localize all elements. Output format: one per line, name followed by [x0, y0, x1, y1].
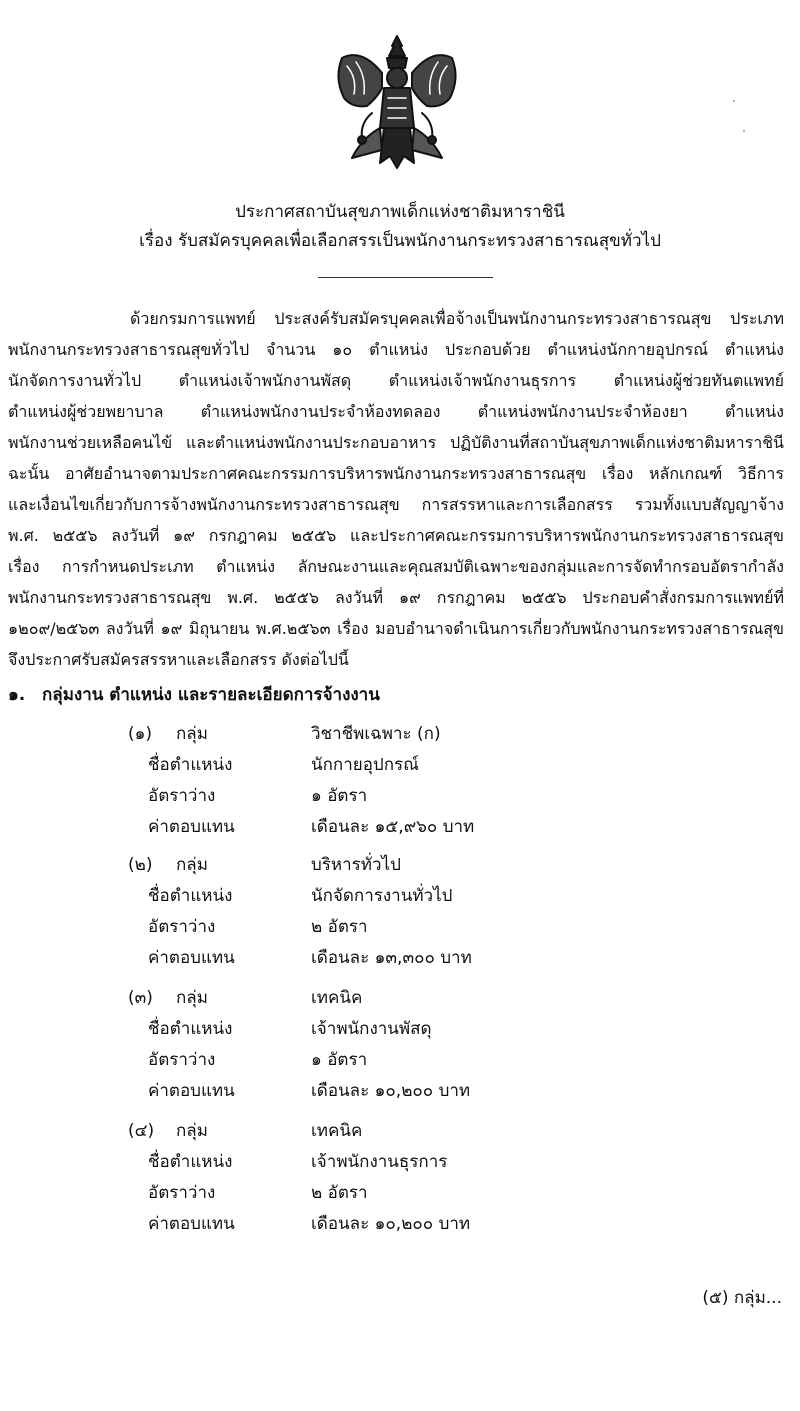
- vacancy-label: อัตราว่าง: [148, 1050, 216, 1070]
- header-divider: [318, 277, 493, 278]
- salary-label: ค่าตอบแทน: [148, 1081, 235, 1101]
- item-2-vacancy-row: [0, 913, 800, 941]
- group-value: บริหารทั่วไป: [311, 855, 401, 875]
- vacancy-value: ๑ อัตรา: [311, 786, 368, 806]
- item-1-salary-row: [0, 813, 800, 841]
- group-value: เทคนิค: [311, 1121, 363, 1141]
- item-4-vacancy-row: [0, 1179, 800, 1207]
- item-4-group-row: [0, 1117, 800, 1145]
- section-title: กลุ่มงาน ตำแหน่ง และรายละเอียดการจ้างงาน: [42, 685, 380, 705]
- item-3-group-row: [0, 984, 800, 1012]
- position-label: ชื่อตำแหน่ง: [148, 1019, 233, 1039]
- item-number: (๔): [128, 1121, 155, 1141]
- salary-value: เดือนละ ๑๐,๒๐๐ บาท: [311, 1214, 471, 1234]
- group-value: วิชาชีพเฉพาะ (ก): [311, 724, 441, 744]
- item-4-salary-row: [0, 1210, 800, 1238]
- item-2-group-row: [0, 851, 800, 879]
- paragraph-line: และเงื่อนไขเกี่ยวกับการจ้างพนักงานกระทรวงสาธารณสุข การสรรหาและการเลือกสรร รวมทั้งแบบสัญญาจ้าง: [8, 495, 784, 514]
- section-number: ๑.: [8, 685, 26, 705]
- garuda-emblem-icon: [322, 28, 472, 178]
- salary-label: ค่าตอบแทน: [148, 948, 235, 968]
- paragraph-line: พนักงานกระทรวงสาธารณสุขทั่วไป จำนวน ๑๐ ตำแหน่ง ประกอบด้วย ตำแหน่งนักกายอุปกรณ์ ตำแหน่ง: [8, 340, 784, 359]
- item-1-group-row: [0, 720, 800, 748]
- position-value: เจ้าพนักงานพัสดุ: [311, 1019, 432, 1039]
- paragraph-line: ๑๒๐๙/๒๕๖๓ ลงวันที่ ๑๙ มิถุนายน พ.ศ.๒๕๖๓ เรื่อง มอบอำนาจดำเนินการเกี่ยวกับพนักงานกระทรวงสาธารณสุข: [8, 619, 784, 638]
- salary-label: ค่าตอบแทน: [148, 1214, 235, 1234]
- position-value: นักกายอุปกรณ์: [311, 755, 419, 775]
- position-value: เจ้าพนักงานธุรการ: [311, 1152, 448, 1172]
- vacancy-value: ๒ อัตรา: [311, 1183, 368, 1203]
- vacancy-label: อัตราว่าง: [148, 917, 216, 937]
- item-1-position-row: [0, 751, 800, 779]
- salary-value: เดือนละ ๑๐,๒๐๐ บาท: [311, 1081, 471, 1101]
- paragraph-line: นักจัดการงานทั่วไป ตำแหน่งเจ้าพนักงานพัสดุ ตำแหน่งเจ้าพนักงานธุรการ ตำแหน่งผู้ช่วยทันตแพทย์: [8, 371, 784, 390]
- position-value: นักจัดการงานทั่วไป: [311, 886, 453, 906]
- paragraph-line: ด้วยกรมการแพทย์ ประสงค์รับสมัครบุคคลเพื่อจ้างเป็นพนักงานกระทรวงสาธารณสุข ประเภท: [130, 309, 784, 328]
- group-value: เทคนิค: [311, 988, 363, 1008]
- item-3-position-row: [0, 1015, 800, 1043]
- item-2-salary-row: [0, 944, 800, 972]
- salary-value: เดือนละ ๑๓,๓๐๐ บาท: [311, 948, 472, 968]
- item-3-vacancy-row: [0, 1046, 800, 1074]
- position-label: ชื่อตำแหน่ง: [148, 755, 233, 775]
- announcement-subject: เรื่อง รับสมัครบุคคลเพื่อเลือกสรรเป็นพนักงานกระทรวงสาธารณสุขทั่วไป: [139, 231, 661, 251]
- item-number: (๑): [128, 724, 153, 744]
- group-label: กลุ่ม: [176, 724, 208, 744]
- paragraph-line: พนักงานกระทรวงสาธารณสุข พ.ศ. ๒๕๕๖ ลงวันที่ ๑๙ กรกฎาคม ๒๕๕๖ ประกอบคำสั่งกรมการแพทย์ที่: [8, 588, 784, 607]
- section-1-heading: [8, 683, 380, 707]
- paragraph-line: ตำแหน่งผู้ช่วยพยาบาล ตำแหน่งพนักงานประจำห้องทดลอง ตำแหน่งพนักงานประจำห้องยา ตำแหน่ง: [8, 402, 784, 421]
- salary-value: เดือนละ ๑๕,๙๖๐ บาท: [311, 817, 475, 837]
- position-label: ชื่อตำแหน่ง: [148, 886, 233, 906]
- item-3-salary-row: [0, 1077, 800, 1105]
- paragraph-line: จึงประกาศรับสมัครสรรหาและเลือกสรร ดังต่อไปนี้: [8, 650, 349, 669]
- item-number: (๓): [128, 988, 153, 1008]
- salary-label: ค่าตอบแทน: [148, 817, 235, 837]
- paragraph-line: ฉะนั้น อาศัยอำนาจตามประกาศคณะกรรมการบริหารพนักงานกระทรวงสาธารณสุข เรื่อง หลักเกณฑ์ วิธีการ: [8, 464, 784, 483]
- vacancy-value: ๑ อัตรา: [311, 1050, 368, 1070]
- item-1-vacancy-row: [0, 782, 800, 810]
- paragraph-line: พนักงานช่วยเหลือคนไข้ และตำแหน่งพนักงานประกอบอาหาร ปฏิบัติงานที่สถาบันสุขภาพเด็กแห่งชาติมหาราชินี: [8, 433, 784, 452]
- paragraph-line: พ.ศ. ๒๕๕๖ ลงวันที่ ๑๙ กรกฎาคม ๒๕๕๖ และประกาศคณะกรรมการบริหารพนักงานกระทรวงสาธารณสุข: [8, 526, 784, 545]
- vacancy-value: ๒ อัตรา: [311, 917, 368, 937]
- group-label: กลุ่ม: [176, 988, 208, 1008]
- continuation-marker: (๕) กลุ่ม...: [702, 1288, 782, 1308]
- item-number: (๒): [128, 855, 153, 875]
- scan-speck: [733, 100, 735, 102]
- announcement-title: ประกาศสถาบันสุขภาพเด็กแห่งชาติมหาราชินี: [235, 202, 565, 222]
- item-4-position-row: [0, 1148, 800, 1176]
- paragraph-line: เรื่อง การกำหนดประเภท ตำแหน่ง ลักษณะงานและคุณสมบัติเฉพาะของกลุ่มและการจัดทำกรอบอัตรากำลัง: [8, 557, 784, 576]
- vacancy-label: อัตราว่าง: [148, 786, 216, 806]
- group-label: กลุ่ม: [176, 855, 208, 875]
- item-2-position-row: [0, 882, 800, 910]
- position-label: ชื่อตำแหน่ง: [148, 1152, 233, 1172]
- scan-speck: [743, 130, 745, 132]
- vacancy-label: อัตราว่าง: [148, 1183, 216, 1203]
- group-label: กลุ่ม: [176, 1121, 208, 1141]
